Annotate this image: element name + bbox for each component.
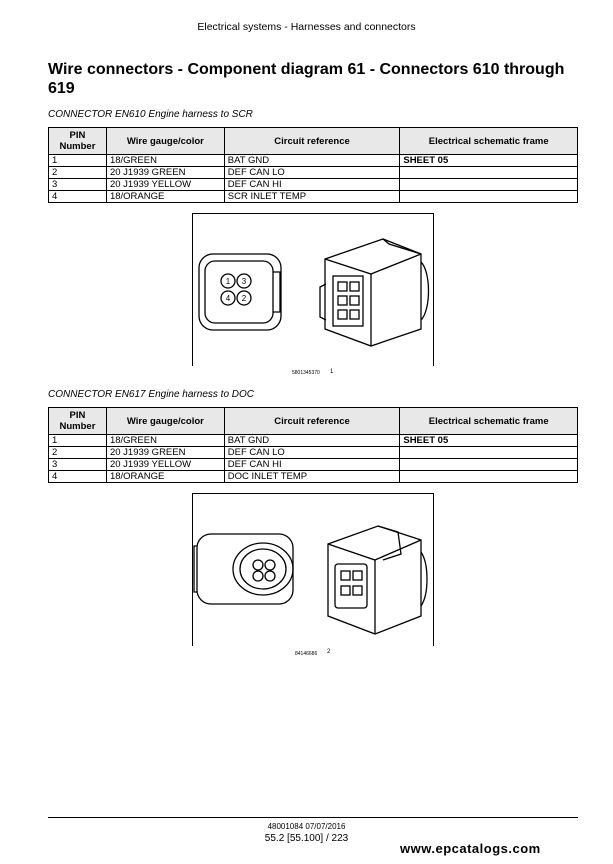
cell-pin: 3 [49,459,107,471]
footer-divider [48,817,578,818]
watermark: www.epcatalogs.com [400,841,541,856]
cell-pin: 1 [49,435,107,447]
cell-pin: 4 [49,191,107,203]
figure-number: 2 [327,649,331,655]
connector-en617-drawing [193,494,433,646]
page-title: Wire connectors - Component diagram 61 - Connectors 610 through 619 [48,61,565,97]
cell-pin: 4 [49,471,107,483]
connector-figure-en617 [192,493,434,646]
cell-circuit: BAT GND [224,155,400,167]
cell-circuit: DEF CAN LO [224,447,400,459]
cell-frame: SHEET 05 [400,155,578,167]
cell-circuit: SCR INLET TEMP [224,191,400,203]
figure-id: 84146686 [295,651,318,657]
table-row [49,459,578,471]
cell-gauge: 18/ORANGE [106,191,224,203]
footer-doc-id: 48001084 07/07/2016 [267,822,346,831]
cell-gauge: 20 J1939 YELLOW [106,179,224,191]
col-header-circuit: Circuit reference [224,128,400,155]
col-header-pin: PIN Number [49,128,107,155]
pin-label: 2 [241,294,247,303]
col-header-circuit: Circuit reference [224,408,400,435]
pin-label: 4 [225,294,231,303]
cell-circuit: DEF CAN HI [224,179,400,191]
cell-pin: 2 [49,167,107,179]
cell-frame [400,447,578,459]
pin-label: 3 [241,277,247,286]
connector-perspective-view [320,239,429,346]
table-row [49,179,578,191]
cell-frame [400,167,578,179]
cell-circuit: DOC INLET TEMP [224,471,400,483]
connector-table-en617 [48,407,578,483]
table-row [49,191,578,203]
connector-en610-drawing [193,214,433,366]
connector-face-view [199,254,281,330]
connector-caption-en617: CONNECTOR EN617 Engine harness to DOC [48,389,255,400]
table-row [49,435,578,447]
table-row [49,167,578,179]
table-row [49,447,578,459]
cell-gauge: 20 J1939 YELLOW [106,459,224,471]
table-header-row [49,408,578,435]
connector-face-view [194,534,293,604]
cell-frame [400,471,578,483]
table-row [49,471,578,483]
connector-table-en610 [48,127,578,203]
cell-frame [400,191,578,203]
cell-circuit: DEF CAN HI [224,459,400,471]
cell-gauge: 20 J1939 GREEN [106,167,224,179]
page-header: Electrical systems - Harnesses and connectors [197,21,416,33]
col-header-frame: Electrical schematic frame [400,408,578,435]
connector-caption-en610: CONNECTOR EN610 Engine harness to SCR [48,109,253,120]
pin-label: 1 [225,277,231,286]
cell-gauge: 18/ORANGE [106,471,224,483]
col-header-gauge: Wire gauge/color [106,128,224,155]
table-row [49,155,578,167]
connector-figure-en610 [192,213,434,366]
cell-gauge: 18/GREEN [106,155,224,167]
cell-frame [400,459,578,471]
cell-gauge: 18/GREEN [106,435,224,447]
figure-id: 5801345370 [292,370,320,376]
cell-gauge: 20 J1939 GREEN [106,447,224,459]
figure-number: 1 [330,369,334,375]
cell-frame: SHEET 05 [400,435,578,447]
cell-frame [400,179,578,191]
cell-pin: 2 [49,447,107,459]
footer-page-number: 55.2 [55.100] / 223 [264,833,349,844]
cell-circuit: BAT GND [224,435,400,447]
table-header-row [49,128,578,155]
col-header-gauge: Wire gauge/color [106,408,224,435]
cell-pin: 3 [49,179,107,191]
cell-circuit: DEF CAN LO [224,167,400,179]
col-header-frame: Electrical schematic frame [400,128,578,155]
col-header-pin: PIN Number [49,408,107,435]
connector-perspective-view [328,526,427,634]
cell-pin: 1 [49,155,107,167]
